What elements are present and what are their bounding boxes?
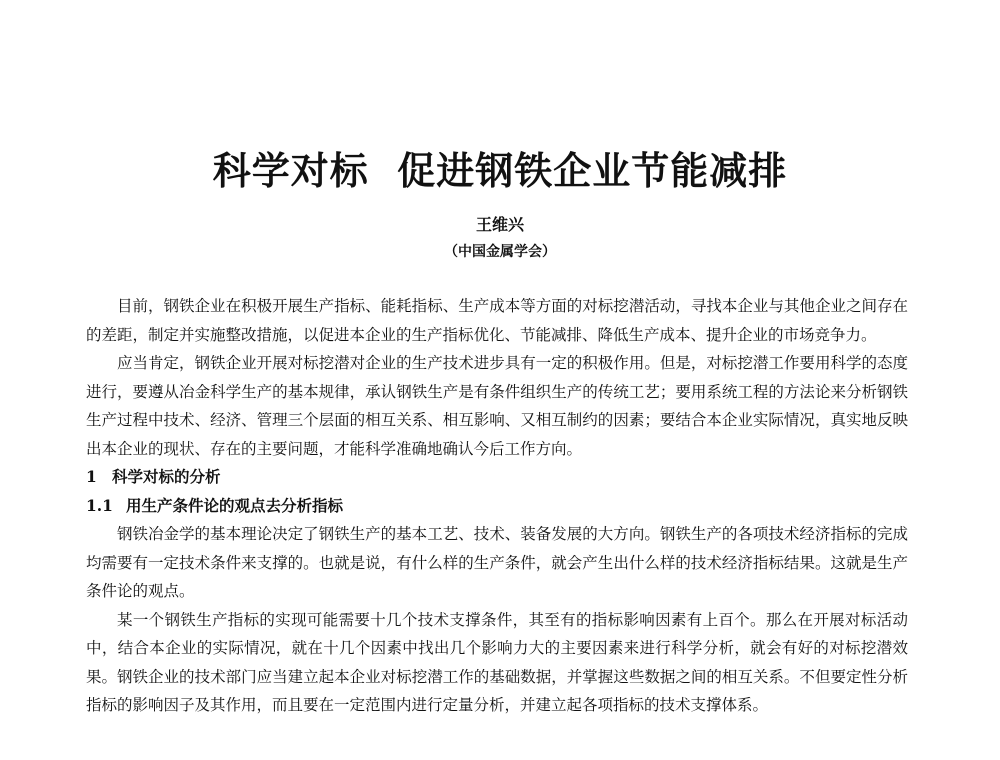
section-1-1-heading <box>86 492 908 521</box>
section-number: 1 <box>86 467 97 486</box>
section-paragraph-2: 某一个钢铁生产指标的实现可能需要十几个技术支撑条件，其至有的指标影响因素有上百个。那么在开展对标活动中，结合本企业的实际情况，就在十几个因素中找出几个影响力大的主要因素来进行科学分析，就会有好的对标挖潜效果。钢铁企业的技术部门应当建立起本企业对标挖潜工作的基础数据，并掌握这些数据之间的相互关系。不但要定性分析指标的影响因子及其作用，而且要在一定范围内进行定量分析，并建立起各项指标的技术支撑体系。 <box>86 610 908 714</box>
article-title: 科学对标 促进钢铁企业节能减排 <box>212 148 788 193</box>
subsection-title: 用生产条件论的观点去分析指标 <box>126 495 344 515</box>
section-title: 科学对标的分析 <box>112 467 221 486</box>
subsection-number: 1.1 <box>86 495 113 515</box>
section-paragraph-1: 钢铁冶金学的基本理论决定了钢铁生产的基本工艺、技术、装备发展的大方向。钢铁生产的各项技术经济指标的完成均需要有一定技术条件来支撑的。也就是说，有什么样的生产条件，就会产生出什么样的技术经济指标结果。这就是生产条件论的观点。 <box>86 525 908 600</box>
author-affiliation: （中国金属学会） <box>444 244 556 260</box>
article-body <box>86 292 908 720</box>
intro-paragraph-1: 目前，钢铁企业在积极开展生产指标、能耗指标、生产成本等方面的对标挖潜活动，寻找本企业与其他企业之间存在的差距，制定并实施整改措施，以促进本企业的生产指标优化、节能减排、降低生产成本、提升企业的市场竞争力。 <box>86 297 908 344</box>
section-1-heading <box>86 463 908 492</box>
intro-paragraph-2: 应当肯定，钢铁企业开展对标挖潜对企业的生产技术进步具有一定的积极作用。但是，对标挖潜工作要用科学的态度进行，要遵从冶金科学生产的基本规律，承认钢铁生产是有条件组织生产的传统工艺；要用系统工程的方法论来分析钢铁生产过程中技术、经济、管理三个层面的相互关系、相互影响、又相互制约的因素；要结合本企业实际情况，真实地反映出本企业的现状、存在的主要问题，才能科学准确地确认今后工作方向。 <box>86 354 908 458</box>
author-name: 王维兴 <box>475 215 524 234</box>
